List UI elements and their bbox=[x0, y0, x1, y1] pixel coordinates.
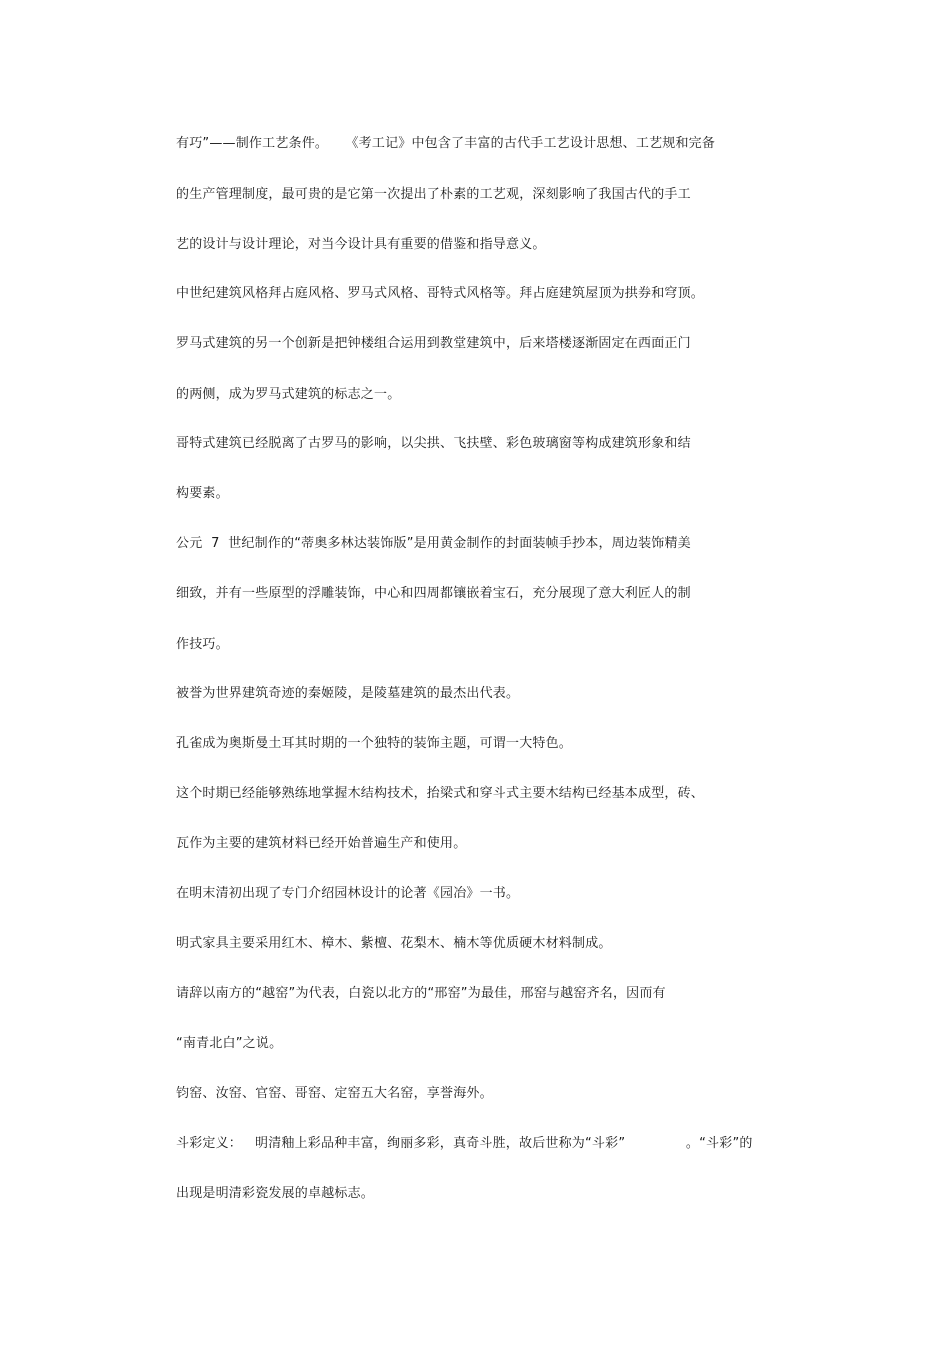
text-line: 孔雀成为奥斯曼土耳其时期的一个独特的装饰主题，可谓一大特色。 bbox=[176, 736, 573, 751]
text-line: 艺的设计与设计理论，对当今设计具有重要的借鉴和指导意义。 bbox=[176, 237, 546, 252]
text-line: 的生产管理制度，最可贵的是它第一次提出了朴素的工艺观，深刻影响了我国古代的手工 bbox=[176, 187, 691, 202]
text-line: 有巧”——制作工艺条件。 《考工记》中包含了丰富的古代手工艺设计思想、工艺规和完备 bbox=[176, 136, 716, 151]
text-line: 公元 7 世纪制作的“蒂奥多林达装饰版”是用黄金制作的封面装帧手抄本，周边装饰精美 bbox=[176, 536, 691, 551]
text-line: 的两侧，成为罗马式建筑的标志之一。 bbox=[176, 387, 401, 402]
text-line: 斗彩定义： 明清釉上彩品种丰富，绚丽多彩，真奇斗胜，故后世称为“斗彩” 。“斗彩”的 bbox=[176, 1136, 753, 1151]
text-line: 细致，并有一些原型的浮雕装饰，中心和四周都镶嵌着宝石，充分展现了意大利匠人的制 bbox=[176, 586, 691, 601]
text-line: 请辞以南方的“越窑”为代表，白瓷以北方的“邢窑”为最佳，邢窑与越窑齐名，因而有 bbox=[176, 986, 666, 1001]
text-line: 中世纪建筑风格拜占庭风格、罗马式风格、哥特式风格等。拜占庭建筑屋顶为拱券和穹顶。 bbox=[176, 286, 705, 301]
text-line: 在明末清初出现了专门介绍园林设计的论著《园冶》一书。 bbox=[176, 886, 520, 901]
text-line: 出现是明清彩瓷发展的卓越标志。 bbox=[176, 1186, 375, 1201]
text-line: 瓦作为主要的建筑材料已经开始普遍生产和使用。 bbox=[176, 836, 467, 851]
text-line: 被誉为世界建筑奇迹的秦姬陵，是陵墓建筑的最杰出代表。 bbox=[176, 686, 520, 701]
text-line: 明式家具主要采用红木、樟木、紫檀、花梨木、楠木等优质硬木材料制成。 bbox=[176, 936, 612, 951]
text-line: 罗马式建筑的另一个创新是把钟楼组合运用到教堂建筑中，后来塔楼逐渐固定在西面正门 bbox=[176, 336, 691, 351]
text-line: 构要素。 bbox=[176, 486, 229, 501]
text-line: 哥特式建筑已经脱离了古罗马的影响，以尖拱、飞扶壁、彩色玻璃窗等构成建筑形象和结 bbox=[176, 436, 691, 451]
text-line: 这个时期已经能够熟练地掌握木结构技术，抬梁式和穿斗式主要木结构已经基本成型，砖、 bbox=[176, 786, 705, 801]
text-line: 作技巧。 bbox=[176, 637, 229, 652]
text-line: “南青北白”之说。 bbox=[176, 1036, 283, 1051]
text-line: 钧窑、汝窑、官窑、哥窑、定窑五大名窑，享誉海外。 bbox=[176, 1086, 493, 1101]
